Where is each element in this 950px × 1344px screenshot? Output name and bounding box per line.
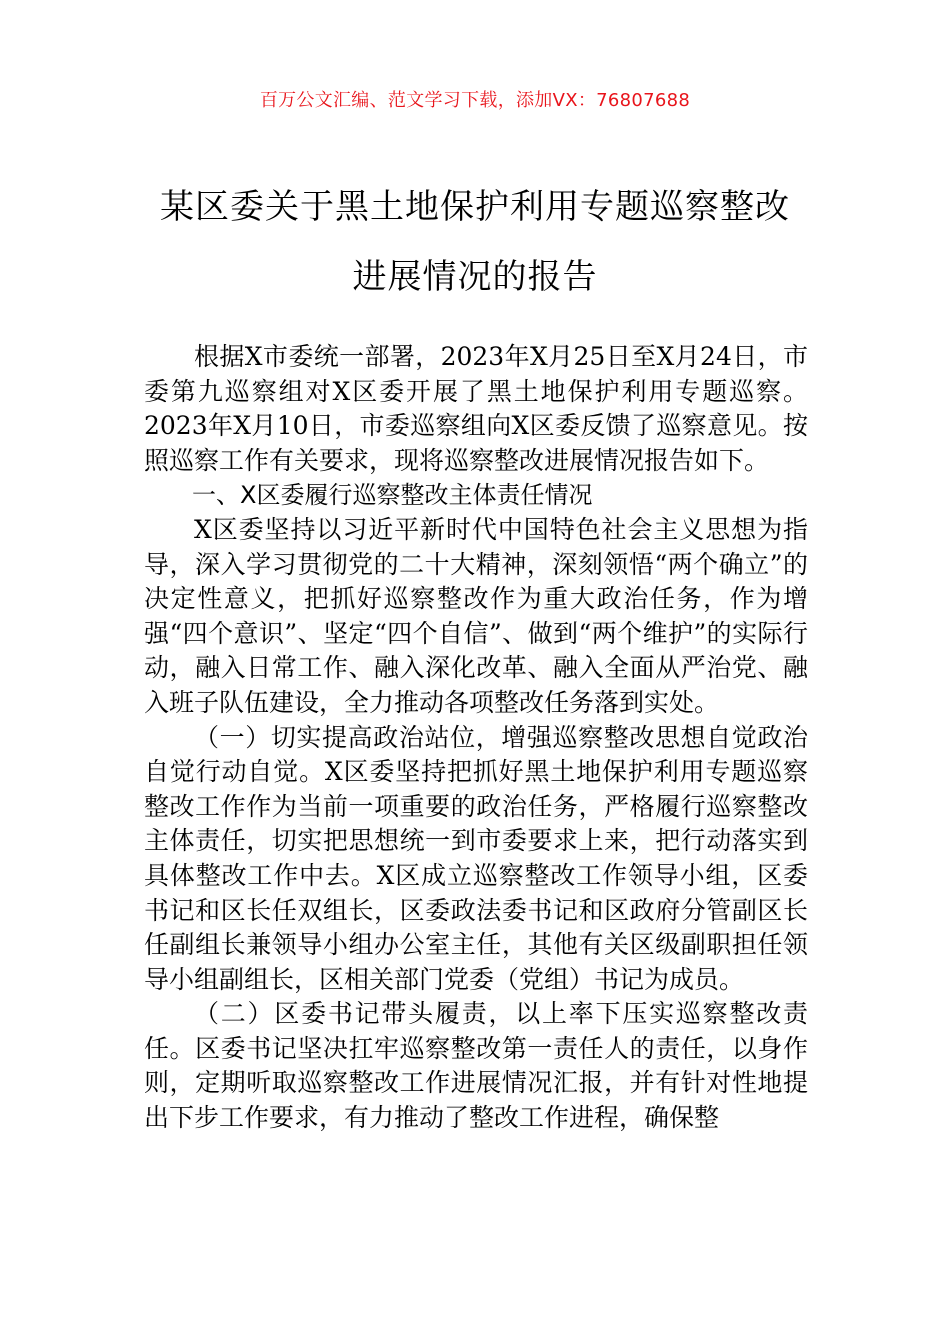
paragraph-item-2: （二）区委书记带头履责，以上率下压实巡察整改责任。区委书记坚决扛牢巡察整改第一责任人的责任，以身作则，定期听取巡察整改工作进展情况汇报，并有针对性地提出下步工作要求，有力推动了整改工作进程，确保整 — [144, 999, 808, 1133]
title-line-1: 某区委关于黑土地保护利用专题巡察整改 — [160, 187, 790, 227]
section-heading-1: 一、X区委履行巡察整改主体责任情况 — [192, 481, 593, 510]
header-note: 百万公文汇编、范文学习下载，添加VX：76807688 — [259, 90, 691, 111]
document-title — [0, 172, 950, 312]
paragraph-intro: 根据X市委统一部署，2023年X月25日至X月24日，市委第九巡察组对X区委开展了黑土地保护利用专题巡察。2023年X月10日，市委巡察组向X区委反馈了巡察意见。按照巡察工作有关要求，现将巡察整改进展情况报告如下。 — [144, 342, 808, 475]
paragraph-overview: X区委坚持以习近平新时代中国特色社会主义思想为指导，深入学习贯彻党的二十大精神，深刻领悟“两个确立”的决定性意义，把抓好巡察整改作为重大政治任务，作为增强“四个意识”、坚定“四个自信”、做到“两个维护”的实际行动，融入日常工作、融入深化改革、融入全面从严治党、融入班子队伍建设，全力推动各项整改任务落到实处。 — [144, 514, 808, 717]
title-line-2: 进展情况的报告 — [352, 257, 598, 297]
document-body — [144, 340, 808, 1136]
paragraph-item-1: （一）切实提高政治站位，增强巡察整改思想自觉政治自觉行动自觉。X区委坚持把抓好黑土地保护利用专题巡察整改工作作为当前一项重要的政治任务，严格履行巡察整改主体责任，切实把思想统一到市委要求上来，把行动落实到具体整改工作中去。X区成立巡察整改工作领导小组，区委书记和区长任双组长，区委政法委书记和区政府分管副区长任副组长兼领导小组办公室主任，其他有关区级副职担任领导小组副组长，区相关部门党委（党组）书记为成员。 — [144, 722, 808, 994]
